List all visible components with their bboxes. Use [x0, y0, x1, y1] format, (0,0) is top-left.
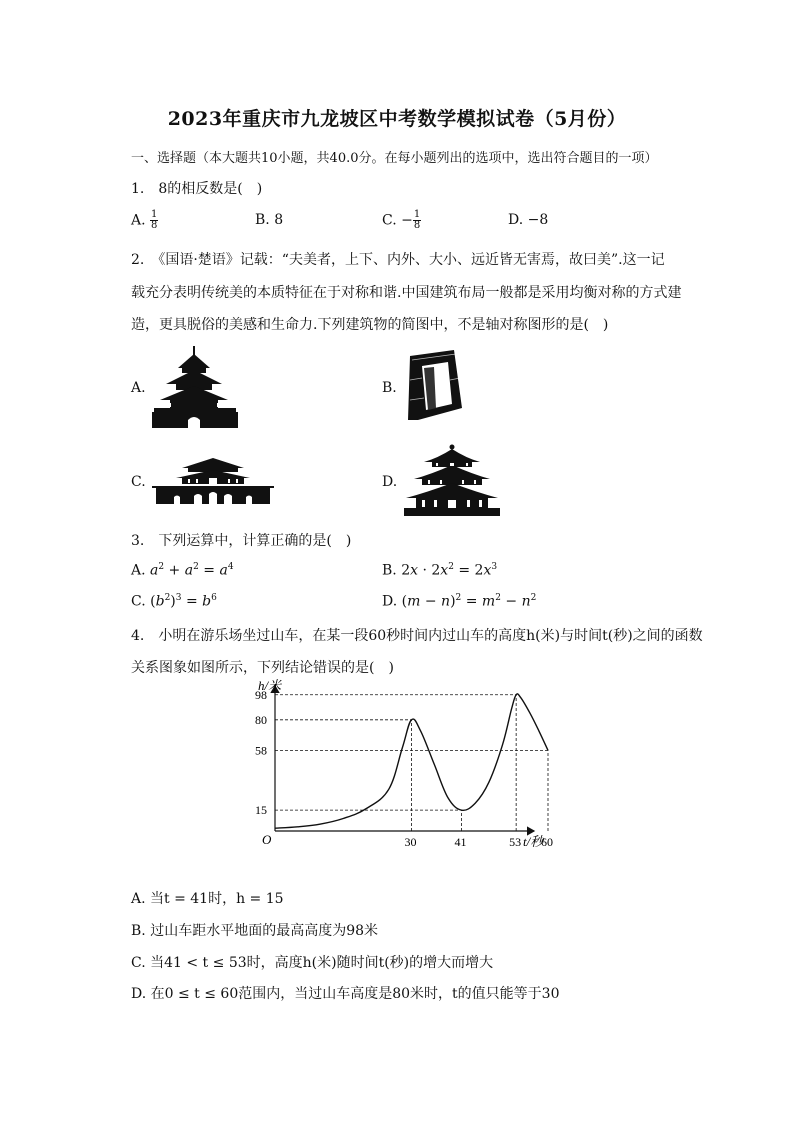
x-tick-label-53: 53: [509, 835, 522, 849]
q1-option-a: A. $\frac{1}{8}$: [131, 209, 158, 231]
temple-of-heaven-icon: [402, 444, 502, 516]
q1-option-d: D. −8: [508, 212, 549, 228]
q1-option-c: C. − $\frac{1}{8}$: [382, 209, 421, 231]
q4-option-a: A. 当t = 41时，h = 15: [131, 891, 284, 907]
x-tick-label-30: 30: [404, 835, 417, 849]
y-tick-label-80: 80: [255, 712, 267, 727]
q2-line1: 2. 《国语·楚语》记载：“夫美者，上下、内外、大小、远近皆无害焉，故曰美”.这一记: [131, 252, 665, 268]
y-axis-label: h/米: [258, 678, 282, 693]
cctv-tower-icon: [404, 350, 466, 422]
tiananmen-building-icon: [152, 456, 274, 506]
roller-coaster-height-chart: [230, 676, 560, 852]
q2-label-a: A.: [131, 380, 146, 396]
q3-option-b: B. $2x \cdot 2x^2 = 2x^3$: [382, 562, 498, 579]
q4-line2: 关系图象如图所示，下列结论错误的是( ): [131, 660, 394, 676]
pagoda-building-icon: [150, 346, 240, 430]
q2-label-c: C.: [131, 474, 146, 490]
y-tick-label-58: 58: [255, 743, 267, 758]
y-tick-label-98: 98: [255, 687, 267, 702]
q1-c-fraction: $\frac{1}{8}$: [413, 209, 421, 231]
q3-option-c: C. $(b^2)^3 = b^6$: [131, 593, 217, 610]
section-heading: 一、选择题（本大题共10小题，共40.0分。在每小题列出的选项中，选出符合题目的一项）: [131, 151, 658, 166]
q2-label-b: B.: [382, 380, 397, 396]
q4-option-d: D. 在0 ≤ t ≤ 60范围内，当过山车高度是80米时，t的值只能等于30: [131, 986, 560, 1002]
y-tick-label-15: 15: [255, 803, 267, 818]
q1-option-b: B. 8: [255, 212, 284, 228]
x-tick-label-60: 60: [541, 835, 553, 849]
q3-option-d: D. $(m - n)^2 = m^2 - n^2$: [382, 593, 537, 610]
q2-label-d: D.: [382, 474, 398, 490]
q4-line1: 4. 小明在游乐场坐过山车，在某一段60秒时间内过山车的高度h(米)与时间t(秒)之间的函数: [131, 628, 703, 644]
q3-option-a: A. $a^2 + a^2 = a^4$: [131, 562, 234, 579]
page-title: 2023年重庆市九龙坡区中考数学模拟试卷（5月份）: [167, 108, 627, 130]
q2-line3: 造，更具脱俗的美感和生命力.下列建筑物的简图中，不是轴对称图形的是( ): [131, 317, 609, 333]
q1-stem: 1. 8的相反数是( ): [131, 181, 263, 197]
x-tick-label-41: 41: [454, 835, 467, 849]
q4-option-b: B. 过山车距水平地面的最高高度为98米: [131, 923, 379, 939]
origin-label: O: [262, 832, 272, 847]
q2-line2: 载充分表明传统美的本质特征在于对称和谐.中国建筑布局一般都是采用均衡对称的方式建: [131, 285, 682, 301]
q3-stem: 3. 下列运算中，计算正确的是( ): [131, 533, 352, 549]
q4-option-c: C. 当41 < t ≤ 53时，高度h(米)随时间t(秒)的增大而增大: [131, 955, 494, 971]
x-axis-label: t/秒: [523, 834, 544, 849]
q1-a-fraction: $\frac{1}{8}$: [151, 209, 158, 231]
